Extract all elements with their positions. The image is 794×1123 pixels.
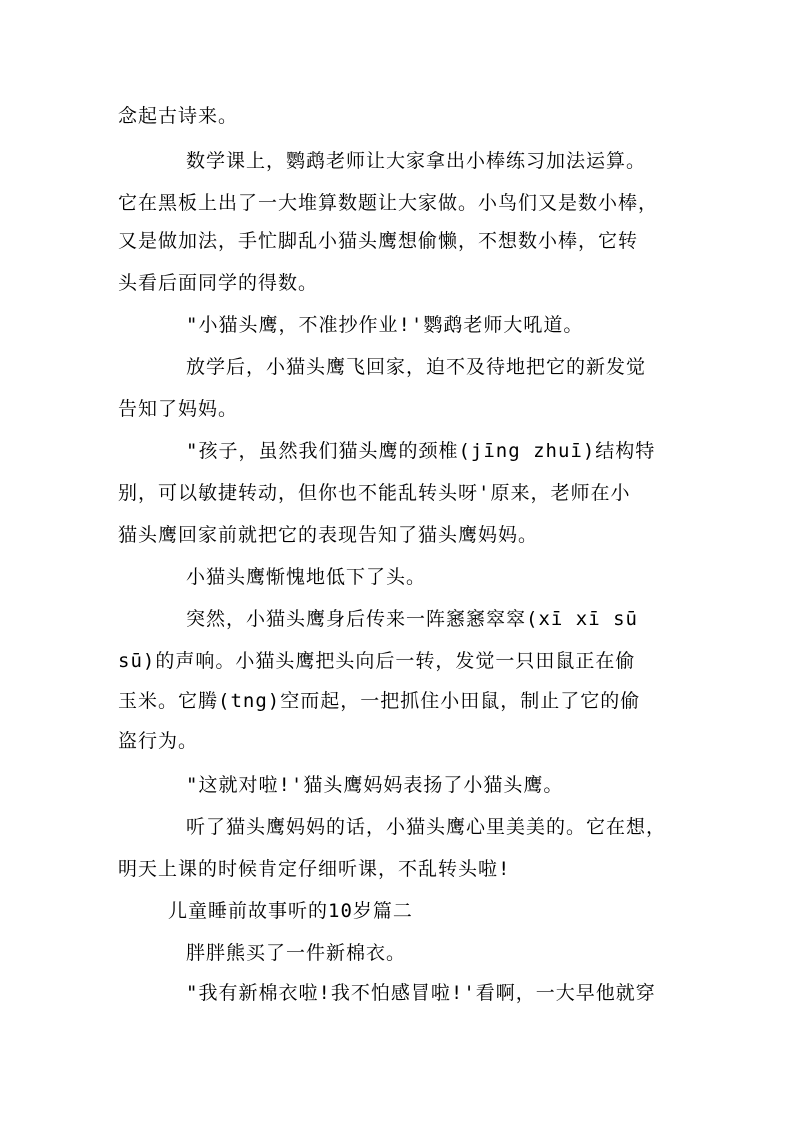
- text-line: "这就对啦!'猫头鹰妈妈表扬了小猫头鹰。: [186, 774, 564, 796]
- text-line: 玉米。它腾(tng)空而起，一把抓住小田鼠，制止了它的偷: [118, 690, 641, 712]
- text-line: 数学课上，鹦鹉老师让大家拿出小棒练习加法运算。: [186, 150, 647, 172]
- text-line: 明天上课的时候肯定仔细听课，不乱转头啦!: [118, 858, 511, 880]
- text-line: 盗行为。: [118, 730, 199, 752]
- text-line: 头看后面同学的得数。: [118, 272, 319, 294]
- text-line: 告知了妈妈。: [118, 398, 239, 420]
- text-line: 突然，小猫头鹰身后传来一阵窸窸窣窣(xī xī sū: [186, 608, 638, 630]
- text-line: 猫头鹰回家前就把它的表现告知了猫头鹰妈妈。: [118, 524, 539, 546]
- text-line: 它在黑板上出了一大堆算数题让大家做。小鸟们又是数小棒，: [118, 192, 659, 214]
- text-line: 念起古诗来。: [118, 105, 239, 127]
- text-line: "小猫头鹰，不准抄作业!'鹦鹉老师大吼道。: [186, 314, 584, 336]
- text-line: 别，可以敏捷转动，但你也不能乱转头呀'原来，老师在小: [118, 482, 631, 504]
- text-line: 听了猫头鹰妈妈的话，小猫头鹰心里美美的。它在想，: [186, 816, 667, 838]
- text-line: 胖胖熊买了一件新棉衣。: [186, 942, 407, 964]
- text-line: "我有新棉衣啦!我不怕感冒啦!'看啊，一大早他就穿: [186, 982, 656, 1004]
- section-heading: 儿童睡前故事听的10岁篇二: [168, 900, 413, 922]
- text-line: 放学后，小猫头鹰飞回家，迫不及待地把它的新发觉: [186, 356, 647, 378]
- text-line: "孩子，虽然我们猫头鹰的颈椎(jīng zhuī)结构特: [186, 440, 656, 462]
- text-line: sū)的声响。小猫头鹰把头向后一转，发觉一只田鼠正在偷: [118, 650, 636, 672]
- text-line: 又是做加法，手忙脚乱小猫头鹰想偷懒，不想数小棒，它转: [118, 230, 639, 252]
- text-line: 小猫头鹰惭愧地低下了头。: [186, 566, 427, 588]
